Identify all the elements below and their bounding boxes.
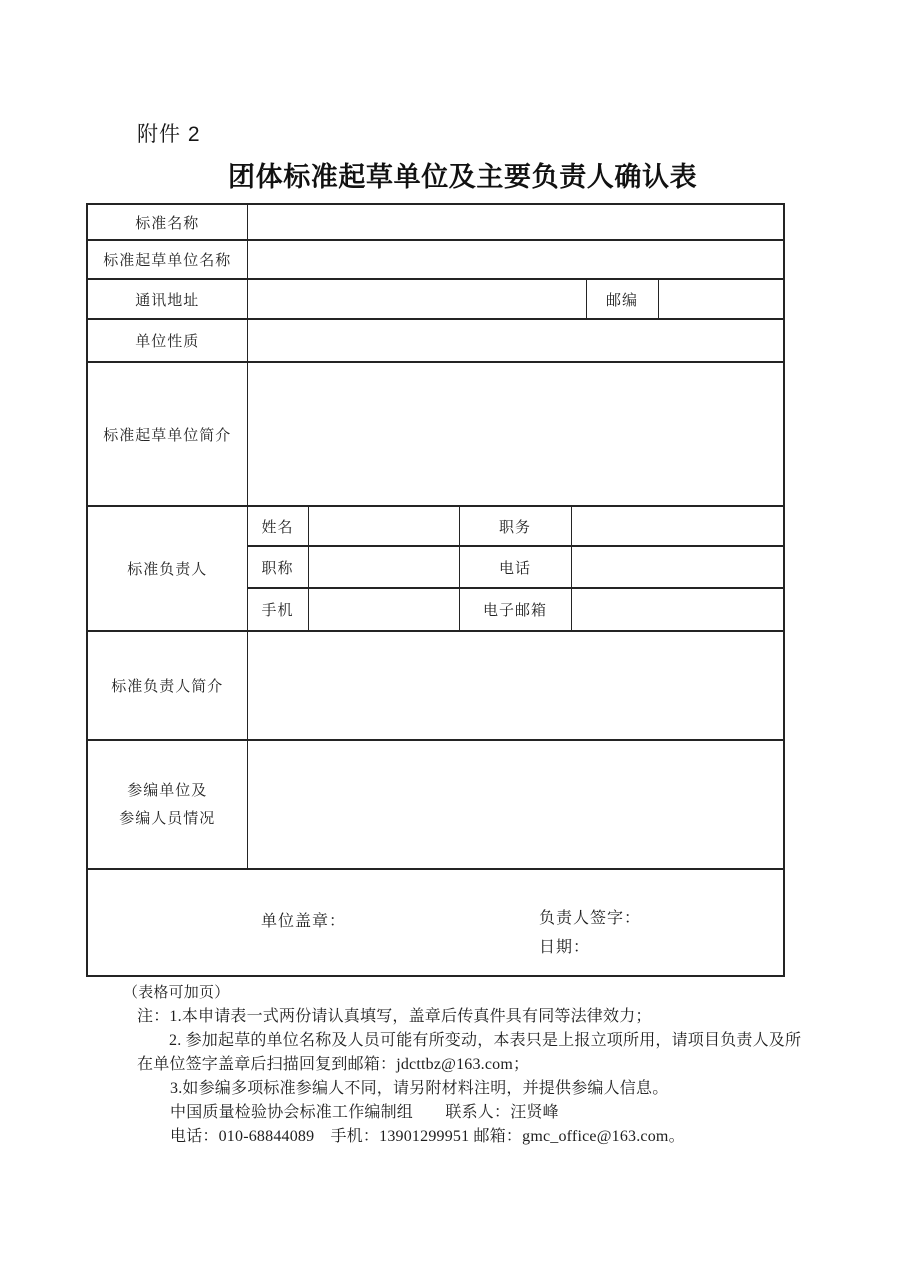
mobile-label: 手机 bbox=[247, 588, 308, 631]
row-unit-nature bbox=[87, 319, 784, 362]
phone-value-cell bbox=[571, 546, 784, 588]
position-value-cell bbox=[571, 506, 784, 546]
row-unit-intro bbox=[87, 362, 784, 506]
participants-label-line2: 参编人员情况 bbox=[119, 810, 216, 827]
note-line-6-contact-details: 电话：010-68844089 手机：13901299951 邮箱：gmc_office@163.com。 bbox=[170, 1128, 685, 1145]
participants-label-line1: 参编单位及 bbox=[127, 782, 208, 799]
standard-name-label: 标准名称 bbox=[87, 204, 247, 240]
row-drafting-unit bbox=[87, 240, 784, 279]
drafting-unit-label: 标准起草单位名称 bbox=[87, 240, 247, 279]
unit-intro-label: 标准起草单位简介 bbox=[87, 362, 247, 506]
extra-page-note: （表格可加页） bbox=[123, 985, 230, 1001]
row-person-name-position bbox=[87, 506, 784, 546]
attachment-label: 附件 2 bbox=[137, 123, 201, 146]
row-participants bbox=[87, 740, 784, 869]
standard-name-value-cell bbox=[247, 204, 784, 240]
job-title-value-cell bbox=[308, 546, 459, 588]
row-signature bbox=[87, 869, 784, 976]
unit-nature-value-cell bbox=[247, 319, 784, 362]
email-value-cell bbox=[571, 588, 784, 631]
person-intro-value-cell bbox=[247, 631, 784, 740]
drafting-unit-value-cell bbox=[247, 240, 784, 279]
signature-cell bbox=[87, 869, 784, 976]
unit-intro-value-cell bbox=[247, 362, 784, 506]
confirmation-form-table bbox=[86, 203, 785, 977]
note-line-1: 注：1.本申请表一式两份请认真填写，盖章后传真件具有同等法律效力； bbox=[137, 1008, 652, 1025]
row-standard-name bbox=[87, 204, 784, 240]
phone-label: 电话 bbox=[459, 546, 571, 588]
person-intro-label: 标准负责人简介 bbox=[87, 631, 247, 740]
address-label: 通讯地址 bbox=[87, 279, 247, 319]
row-person-intro bbox=[87, 631, 784, 740]
address-value-cell bbox=[247, 279, 586, 319]
name-label: 姓名 bbox=[247, 506, 308, 546]
date-label: 日期： bbox=[539, 939, 591, 956]
note-line-3: 在单位签字盖章后扫描回复到邮箱：jdcttbz@163.com； bbox=[137, 1056, 530, 1073]
email-label: 电子邮箱 bbox=[459, 588, 571, 631]
unit-nature-label: 单位性质 bbox=[87, 319, 247, 362]
participants-value-cell bbox=[247, 740, 784, 869]
row-address bbox=[87, 279, 784, 319]
name-value-cell bbox=[308, 506, 459, 546]
note-line-2: 2. 参加起草的单位名称及人员可能有所变动，本表只是上报立项所用，请项目负责人及所 bbox=[169, 1032, 802, 1049]
note-line-4: 3.如参编多项标准参编人不同，请另附材料注明，并提供参编人信息。 bbox=[170, 1080, 669, 1097]
page-title: 团体标准起草单位及主要负责人确认表 bbox=[228, 162, 698, 192]
responsible-person-label: 标准负责人 bbox=[87, 506, 247, 631]
position-label: 职务 bbox=[459, 506, 571, 546]
note-line-5-contact-org: 中国质量检验协会标准工作编制组 联系人：汪贤峰 bbox=[170, 1104, 559, 1121]
unit-seal-label: 单位盖章： bbox=[261, 913, 347, 930]
person-signature-label: 负责人签字： bbox=[539, 910, 642, 927]
postcode-value-cell bbox=[658, 279, 784, 319]
postcode-label: 邮编 bbox=[586, 279, 658, 319]
participants-label bbox=[87, 740, 247, 869]
job-title-label: 职称 bbox=[247, 546, 308, 588]
mobile-value-cell bbox=[308, 588, 459, 631]
